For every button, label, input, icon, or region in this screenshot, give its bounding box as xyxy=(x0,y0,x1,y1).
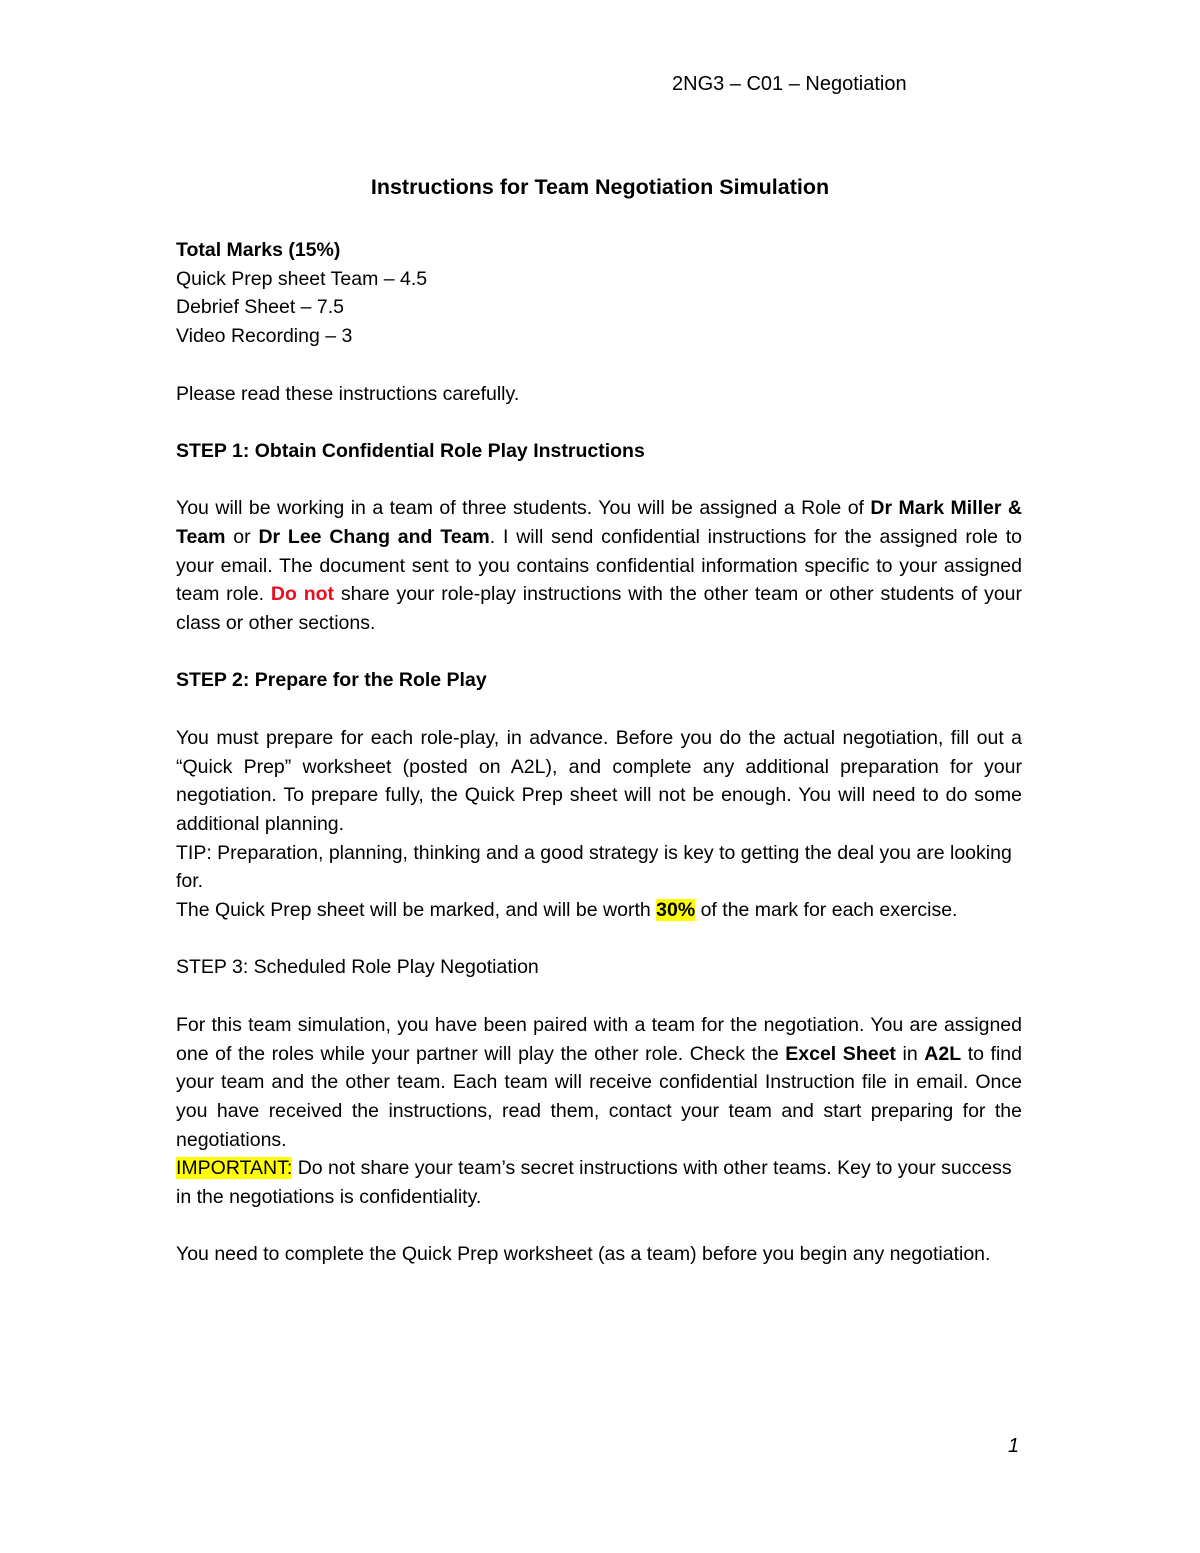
step2-marking-note xyxy=(176,896,1022,925)
marks-item-quick-prep: Quick Prep sheet Team – 4.5 xyxy=(176,267,428,290)
a2l-label: A2L xyxy=(924,1042,962,1065)
role-b-name: Dr Lee Chang and Team xyxy=(258,525,490,548)
document-title: Instructions for Team Negotiation Simulation xyxy=(370,175,830,199)
step1-text-2: or xyxy=(225,525,259,548)
step3-paragraph xyxy=(176,1011,1022,1155)
step1-paragraph xyxy=(176,494,1022,638)
step2-paragraph: You must prepare for each role-play, in advance. Before you do the actual negotiation, fill out a “Quick Prep” worksheet (posted on A2L), and complete any additional preparation for your negotiation. To prepare fully, the Quick Prep sheet will not be enough. You will need to do some additional planning. xyxy=(176,726,1022,835)
do-not-warning: Do not xyxy=(270,583,335,606)
role-a-name: Dr Mark Miller & Team xyxy=(176,497,1022,548)
step3-text-2: in xyxy=(895,1042,925,1065)
step3-heading: STEP 3: Scheduled Role Play Negotiation xyxy=(176,956,539,979)
page-number: 1 xyxy=(1008,1435,1020,1457)
marks-item-debrief: Debrief Sheet – 7.5 xyxy=(176,296,345,319)
intro-text: Please read these instructions carefully. xyxy=(176,382,520,405)
important-text: Do not share your team’s secret instructions with other teams. Key to your success in the negotiations is confidentiality. xyxy=(176,1157,1012,1209)
marking-text-before: The Quick Prep sheet will be marked, and will be worth xyxy=(176,899,657,922)
important-label-highlight: IMPORTANT: xyxy=(176,1157,293,1180)
step1-heading: STEP 1: Obtain Confidential Role Play Instructions xyxy=(176,439,645,462)
important-note xyxy=(176,1154,1022,1211)
step2-heading: STEP 2: Prepare for the Role Play xyxy=(176,669,487,692)
final-instruction: You need to complete the Quick Prep worksheet (as a team) before you begin any negotiation. xyxy=(176,1243,991,1266)
excel-sheet-label: Excel Sheet xyxy=(785,1042,896,1065)
step2-tip: TIP: Preparation, planning, thinking and a good strategy is key to getting the deal you are looking for. xyxy=(176,841,1012,893)
marking-percent-highlight: 30% xyxy=(656,899,696,922)
step1-text-3: . I will send confidential instructions for the assigned role to your email. The document sent to you contains confidential information specific to your assigned team role. xyxy=(176,525,1022,606)
total-marks-heading: Total Marks (15%) xyxy=(176,239,341,261)
step3-text-1: For this team simulation, you have been paired with a team for the negotiation. You are assigned one of the roles while your partner will play the other role. Check the xyxy=(176,1013,1022,1065)
page-header: 2NG3 – C01 – Negotiation xyxy=(672,73,907,95)
step1-text-4: share your role-play instructions with the other team or other students of your class or other sections. xyxy=(176,583,1023,635)
step3-text-3: to find your team and the other team. Each team will receive confidential Instruction file in email. Once you have received the instructions, read them, contact your team and start preparing for the negotiations. xyxy=(176,1042,1023,1151)
marks-item-video: Video Recording – 3 xyxy=(176,325,353,348)
document-body xyxy=(176,236,1022,1269)
step1-text-1: You will be working in a team of three students. You will be assigned a Role of xyxy=(176,497,871,520)
marking-text-after: of the mark for each exercise. xyxy=(695,899,958,922)
